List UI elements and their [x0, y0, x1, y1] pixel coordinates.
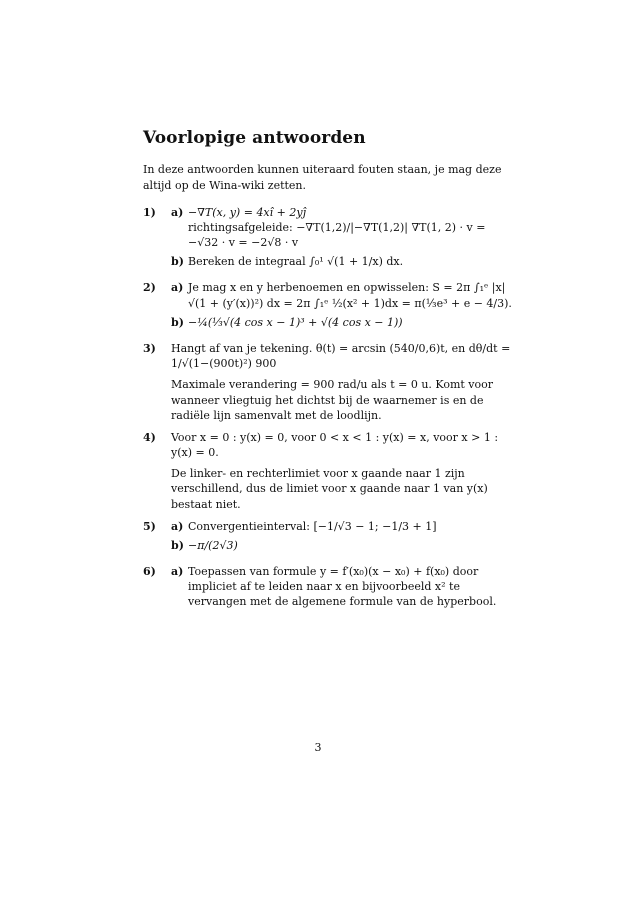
answer-line: −π/(2√3) [188, 538, 238, 552]
answer-text: Voor x = 0 : y(x) = 0, voor 0 < x < 1 : y(x) = x, voor x > 1 : y(x) = 0. [171, 430, 499, 460]
sub-label: b) [171, 538, 184, 552]
sub-answer-6a [171, 564, 515, 610]
answer-line: −∇T(x, y) = 4xî + 2yĵ [188, 205, 306, 219]
sub-answer-1a [171, 205, 515, 251]
item-number: 3) [143, 342, 156, 355]
document-page [143, 127, 515, 621]
sub-answer-2a [171, 280, 515, 310]
sub-label: b) [171, 315, 184, 329]
sub-answer-1b [171, 254, 515, 269]
answer-item-2 [143, 280, 515, 334]
answer-item-5 [143, 519, 515, 557]
answer-line: Je mag x en y herbenoemen en opwisselen: S = 2π ∫₁ᵉ |x|√(1 + (y′(x))²) dx = 2π ∫₁ᵉ ½(x² + 1)dx = π(⅓e³ + e − 4/3). [188, 281, 512, 310]
answer-line: Toepassen van formule y = f′(x₀)(x − x₀) + f(x₀) door impliciet af te leiden naar x en bijvoorbeeld x² te vervangen met de algemene formule van de hyperbool. [188, 565, 497, 609]
answer-item-6 [143, 564, 515, 614]
intro-paragraph: In deze antwoorden kunnen uiteraard fouten staan, je mag deze altijd op de Wina-wiki zetten. [143, 163, 502, 192]
section-title: Voorlopige antwoorden [143, 128, 366, 148]
item-number: 5) [143, 519, 156, 533]
sub-label: a) [171, 281, 184, 295]
item-number: 6) [143, 565, 156, 579]
item-number: 4) [143, 430, 156, 444]
sub-label: b) [171, 255, 184, 269]
page-number: 3 [314, 741, 322, 754]
answer-explanation: Maximale verandering = 900 rad/u als t = 0 u. Komt voor wanneer vliegtuig het dichtst bij de waarnemer is en de radiële lijn samenvalt met de loodlijn. [171, 378, 494, 422]
answer-line: Bereken de integraal ∫₀¹ √(1 + 1/x) dx. [188, 255, 404, 269]
answer-item-4 [143, 430, 515, 512]
item-number: 1) [143, 205, 156, 219]
answer-text: Hangt af van je tekening. θ(t) = arcsin (540/0,6)t, en dθ/dt = 1/√(1−(900t)²) 900 [171, 342, 511, 371]
sub-answer-2b [171, 315, 515, 330]
answer-item-3 [143, 341, 515, 423]
answer-explanation: De linker- en rechterlimiet voor x gaande naar 1 zijn verschillend, dus de limiet voor x gaande naar 1 van y(x) bestaat niet. [171, 467, 488, 511]
answer-line: richtingsafgeleide: −∇T(1,2)/|−∇T(1,2)| ∇T(1, 2) · v = −√32 · v = −2√8 · v [188, 220, 486, 250]
sub-label: a) [171, 519, 184, 533]
answer-line: Convergentieinterval: [−1/√3 − 1; −1/3 + 1] [188, 519, 437, 533]
sub-label: a) [171, 565, 184, 579]
answer-line: −¼(⅓√(4 cos x − 1)³ + √(4 cos x − 1)) [188, 315, 403, 329]
sub-label: a) [171, 205, 184, 219]
answer-item-1 [143, 205, 515, 274]
sub-answer-5a [171, 519, 515, 534]
sub-answer-5b [171, 538, 515, 553]
item-number: 2) [143, 281, 156, 295]
